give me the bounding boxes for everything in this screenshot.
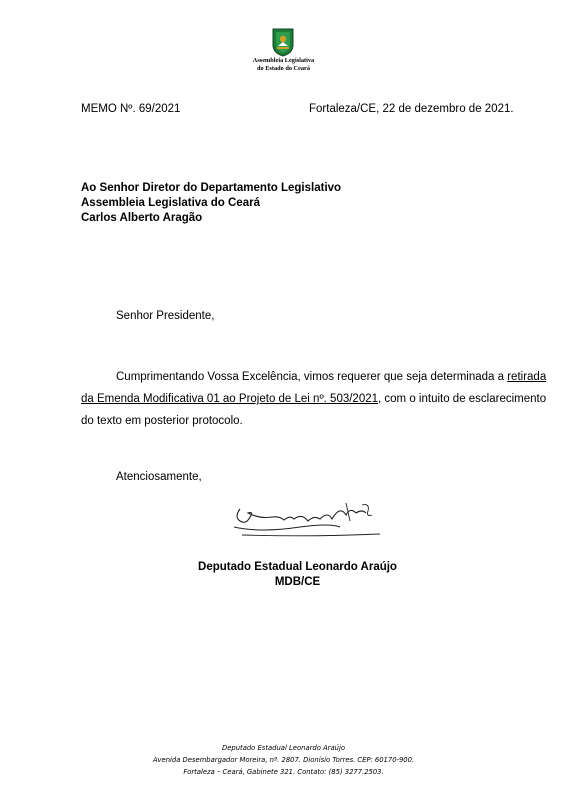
body-text: , com o intuito de esclarecimento	[378, 393, 547, 405]
addressee-institution: Assembleia Legislativa do Ceará	[81, 197, 260, 209]
underlined-text: da Emenda Modificativa 01 ao Projeto de Lei nº. 503/2021	[81, 393, 379, 405]
memo-number: MEMO Nº. 69/2021	[81, 103, 181, 115]
signer-party: MDB/CE	[274, 576, 321, 588]
closing: Atenciosamente,	[116, 471, 202, 483]
body-line-3	[81, 415, 243, 427]
underlined-text: retirada	[507, 371, 547, 383]
body-text: Cumprimentando Vossa Excelência, vimos requerer que seja determinada a	[116, 371, 508, 383]
state-coat-of-arms-icon	[269, 27, 297, 57]
body-line-2	[81, 393, 546, 405]
greeting: Senhor Presidente,	[116, 310, 215, 322]
handwritten-signature	[220, 497, 390, 543]
place-date: Fortaleza/CE, 22 de dezembro de 2021.	[309, 103, 514, 115]
body-text: do texto em posterior protocolo.	[81, 415, 243, 427]
addressee-name: Carlos Alberto Aragão	[81, 212, 203, 224]
org-name-line1: Assembleia Legislativa	[252, 57, 315, 64]
addressee-title: Ao Senhor Diretor do Departamento Legislativo	[81, 182, 342, 194]
org-name-line2: do Estado do Ceará	[256, 65, 310, 72]
footer-address: Avenida Desembargador Moreira, nº. 2807. Dionísio Torres. CEP: 60170-900.	[152, 756, 415, 764]
body-line-1	[116, 371, 546, 383]
footer-name: Deputado Estadual Leonardo Araújo	[222, 744, 345, 752]
signer-name: Deputado Estadual Leonardo Araújo	[198, 561, 397, 573]
footer-contact: Fortaleza – Ceará, Gabinete 321. Contato: (85) 3277.2503.	[183, 768, 384, 776]
